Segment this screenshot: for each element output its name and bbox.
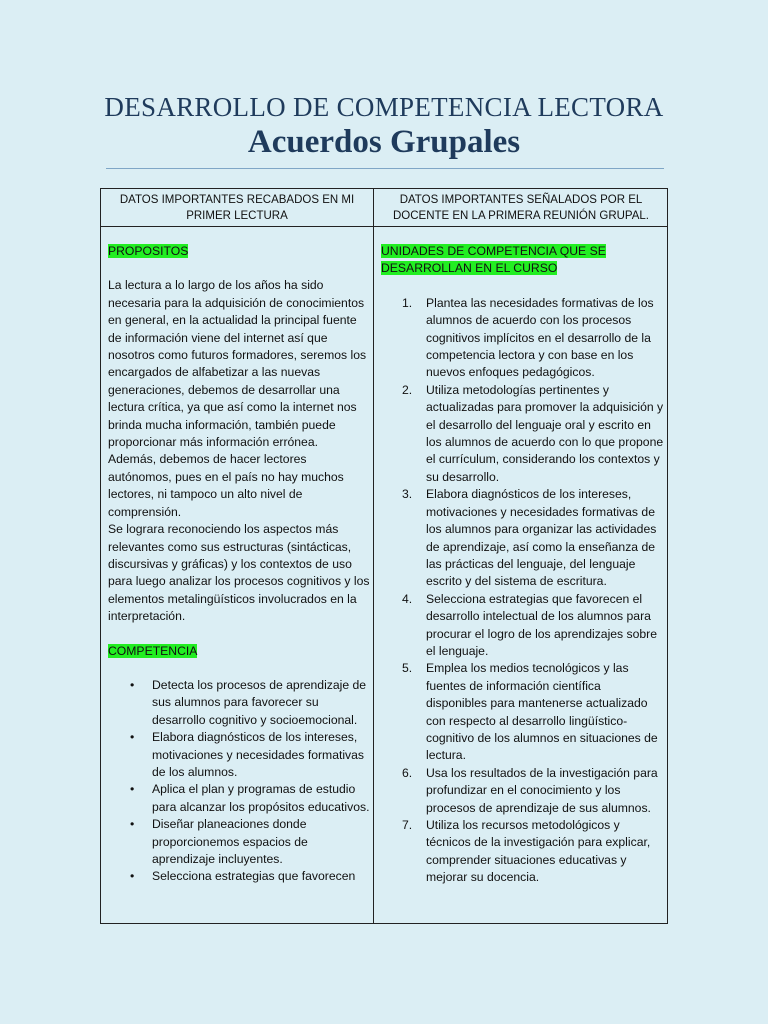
competencia-list [108, 677, 370, 886]
competencia-heading: COMPETENCIA [108, 643, 198, 658]
column-divider [373, 189, 374, 923]
list-item: 2. Utiliza metodologías pertinentes y actualizadas para promover la adquisición y el desarrollo del lenguaje oral y escrito en los alumnos de acuerdo con lo que propone el currículum, considerando los contextos y su desarrollo. [402, 382, 664, 484]
list-item: 7. Utiliza los recursos metodológicos y técnicos de la investigación para explicar, comprender situaciones educativas y mejorar su docencia. [402, 818, 651, 885]
list-item: • Detecta los procesos de aprendizaje de sus alumnos para favorecer su desarrollo cognitivo y socioemocional. [130, 677, 367, 727]
list-item: • Diseñar planeaciones donde proporcionemos espacios de aprendizaje incluyentes. [130, 817, 308, 866]
list-item: 6. Usa los resultados de la investigación para profundizar en el conocimiento y los procesos de aprendizaje de sus alumnos. [402, 765, 658, 815]
list-item: 5. Emplea los medios tecnológicos y las fuentes de información científica disponibles para mantenerse actualizado con respecto al desarrollo lingüístico-cognitivo de los alumnos en situaciones de lectura. [402, 661, 658, 763]
right-column-header: DATOS IMPORTANTES SEÑALADOS POR EL DOCENTE EN LA PRIMERA REUNIÓN GRUPAL. [392, 194, 650, 222]
title-divider [106, 168, 664, 169]
list-item: 1. Plantea las necesidades formativas de los alumnos de acuerdo con los procesos cognitivos implícitos en el desarrollo de la competencia lectora y con base en los nuevos enfoques pedagógicos. [402, 295, 654, 380]
list-item: • Elabora diagnósticos de los intereses, motivaciones y necesidades formativas de los alumnos. [130, 730, 365, 779]
left-column-header: DATOS IMPORTANTES RECABADOS EN MI PRIMER LECTURA [119, 194, 355, 222]
document-subtitle: DESARROLLO DE COMPETENCIA LECTORA [104, 92, 664, 122]
propositos-heading: PROPOSITOS [108, 244, 189, 258]
unidades-heading: UNIDADES DE COMPETENCIA QUE SE DESARROLLAN EN EL CURSO [381, 244, 606, 276]
list-item: 3. Elabora diagnósticos de los intereses, motivaciones y necesidades formativas de los alumnos para organizar las actividades de aprendizaje, así como la enseñanza de las prácticas del lenguaje, del lenguaje escrito y del sistema de escritura. [402, 487, 657, 589]
right-column-content [381, 243, 665, 887]
list-item: • Selecciona estrategias que favorecen [130, 869, 356, 884]
propositos-paragraph-2: Además, debemos de hacer lectores autónomos, pues en el país no hay muchos lectores, ni tampoco un alto nivel de comprensión. [108, 452, 344, 519]
left-column-content [108, 243, 370, 886]
propositos-paragraph-1: La lectura a lo largo de los años ha sido necesaria para la adquisición de conocimientos en general, en la actualidad la principal fuente de información viene del internet así que nosotros como futuros formadores, seremos los encargados de alfabetizar a las nuevas generaciones, debemos de desarrollar una lectura crítica, ya que así como la internet nos brinda mucha información, también puede proporcionar más información errónea. [108, 278, 367, 450]
comparison-table [100, 188, 668, 924]
unidades-list [381, 295, 665, 887]
document-title: Acuerdos Grupales [247, 124, 521, 160]
list-item: 4. Selecciona estrategias que favorecen el desarrollo intelectual de los alumnos para procurar el logro de los aprendizajes sobre el lenguaje. [402, 591, 658, 658]
list-item: • Aplica el plan y programas de estudio para alcanzar los propósitos educativos. [130, 782, 370, 814]
propositos-paragraph-3: Se lograra reconociendo los aspectos más relevantes como sus estructuras (sintácticas, discursivas y gráficas) y los contextos de uso para luego analizar los procesos cognitivos y los elementos metalingüísticos involucrados en la interpretación. [108, 522, 370, 624]
header-divider [101, 226, 667, 227]
